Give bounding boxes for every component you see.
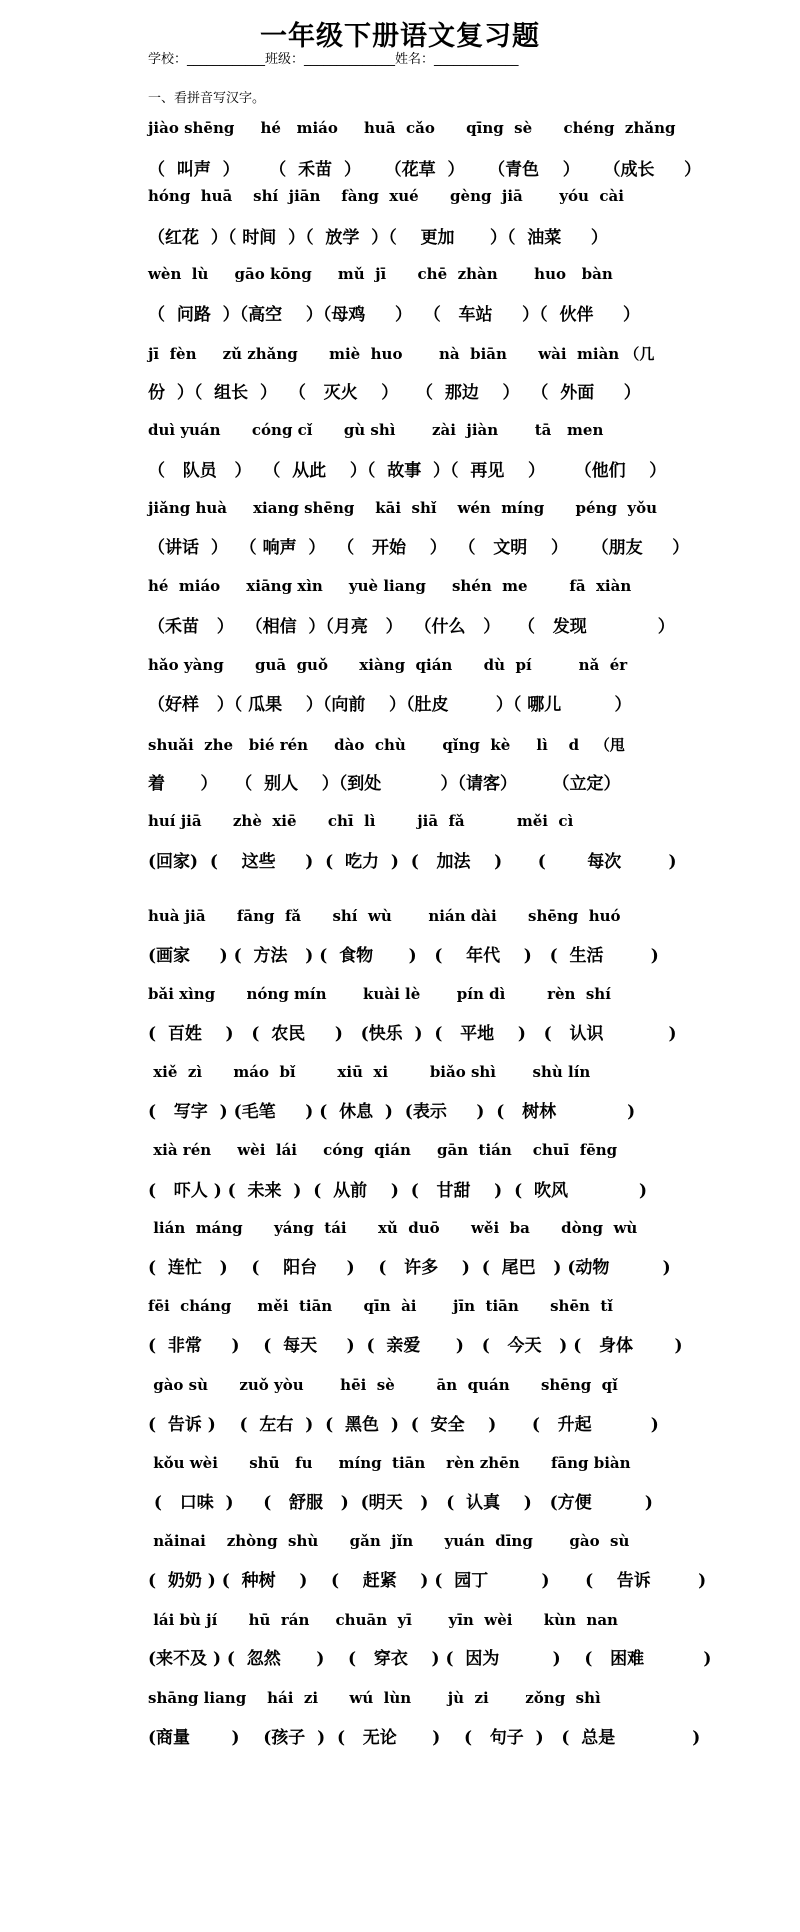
pinyin-line: lái bù jí hū rán chuān yī yīn wèi kùn nan	[148, 1611, 618, 1629]
pinyin-line: huí jiā zhè xiē chī lì jiā fǎ měi cì	[148, 812, 574, 830]
answer-line: （讲话 ） （ 响声 ） （ 开始 ） （ 文明 ） （朋友 ）	[148, 538, 690, 558]
answer-line: （ 叫声 ） （ 禾苗 ） （花草 ） （青色 ） （成长 ）	[148, 160, 702, 180]
pinyin-line: gào sù zuǒ yòu hēi sè ān quán shēng qǐ	[148, 1376, 618, 1394]
pinyin-line: lián máng yáng tái xǔ duō wěi ba dòng wù	[148, 1219, 638, 1237]
pinyin-line: xià rén wèi lái cóng qián gān tián chuī fēng	[148, 1141, 618, 1159]
answer-line: （好样 ）（ 瓜果 ）（向前 ）（肚皮 ）（ 哪儿 ）	[148, 695, 632, 715]
answer-line: ( 吓人 ) ( 未来 ) ( 从前 ) ( 甘甜 ) ( 吹风 )	[148, 1181, 648, 1201]
answer-line: (商量 ) (孩子 ) ( 无论 ) ( 句子 ) ( 总是 )	[148, 1728, 701, 1748]
student-info-line: 学校：____________班级：______________姓名：_____________	[148, 52, 519, 67]
pinyin-line: huà jiā fāng fǎ shí wù nián dài shēng huó	[148, 907, 621, 925]
answer-line: 着 ） （ 别人 ）（到处 ）（请客） （立定）	[148, 774, 621, 794]
pinyin-line: jiǎng huà xiang shēng kāi shǐ wén míng péng yǒu	[148, 499, 658, 517]
answer-line: （ 队员 ） （ 从此 ）（ 故事 ）（ 再见 ） （他们 ）	[148, 461, 667, 481]
answer-line: (画家 ) ( 方法 ) ( 食物 ) ( 年代 ) ( 生活 )	[148, 946, 659, 966]
answer-line: ( 非常 ) ( 每天 ) ( 亲爱 ) ( 今天 ) ( 身体 )	[148, 1336, 683, 1356]
pinyin-line: shāng liang hái zi wú lùn jù zi zǒng shì	[148, 1689, 601, 1707]
pinyin-line: fēi cháng měi tiān qīn ài jīn tiān shēn tǐ	[148, 1297, 613, 1315]
answer-line: 份 ）（ 组长 ） （ 灭火 ） （ 那边 ） （ 外面 ）	[148, 383, 641, 403]
answer-line: ( 口味 ) ( 舒服 ) (明天 ) ( 认真 ) (方便 )	[148, 1493, 653, 1513]
pinyin-line: hǎo yàng guā guǒ xiàng qián dù pí nǎ ér	[148, 656, 628, 674]
pinyin-line: jiào shēng hé miáo huā cǎo qīng sè chéng zhǎng	[148, 119, 676, 137]
answer-line: (回家) ( 这些 ) ( 吃力 ) ( 加法 ) ( 每次 )	[148, 852, 677, 872]
pinyin-line: xiě zì máo bǐ xiū xi biǎo shì shù lín	[148, 1063, 591, 1081]
pinyin-line: jī fèn zǔ zhǎng miè huo nà biān wài miàn （几	[148, 345, 655, 363]
pinyin-line: wèn lù gāo kōng mǔ jī chē zhàn huo bàn	[148, 265, 613, 283]
pinyin-line: duì yuán cóng cǐ gù shì zài jiàn tā men	[148, 421, 604, 439]
answer-line: （禾苗 ） （相信 ）（月亮 ） （什么 ） （ 发现 ）	[148, 617, 675, 637]
answer-line: (来不及 ) ( 忽然 ) ( 穿衣 ) ( 因为 ) ( 困难 )	[148, 1649, 712, 1669]
pinyin-line: hóng huā shí jiān fàng xué gèng jiā yóu cài	[148, 187, 624, 205]
pinyin-line: kǒu wèi shū fu míng tiān rèn zhēn fāng biàn	[148, 1454, 631, 1472]
answer-line: （红花 ）（ 时间 ）（ 放学 ）（ 更加 ）（ 油菜 ）	[148, 228, 608, 248]
worksheet-title: 一年级下册语文复习题	[260, 21, 540, 52]
answer-line: ( 连忙 ) ( 阳台 ) ( 许多 ) ( 尾巴 ) (动物 )	[148, 1258, 671, 1278]
pinyin-line: shuǎi zhe bié rén dào chù qǐng kè lì d （甩	[148, 736, 625, 754]
answer-line: ( 告诉 ) ( 左右 ) ( 黑色 ) ( 安全 ) ( 升起 )	[148, 1415, 659, 1435]
pinyin-line: bǎi xìng nóng mín kuài lè pín dì rèn shí	[148, 985, 611, 1003]
section-heading: 一、看拼音写汉字。	[148, 91, 266, 106]
answer-line: ( 写字 ) (毛笔 ) ( 休息 ) (表示 ) ( 树林 )	[148, 1102, 636, 1122]
pinyin-line: hé miáo xiāng xìn yuè liang shén me fā xiàn	[148, 577, 632, 595]
answer-line: ( 奶奶 ) ( 种树 ) ( 赶紧 ) ( 园丁 ) ( 告诉 )	[148, 1571, 707, 1591]
answer-line: （ 问路 ）（高空 ）（母鸡 ） （ 车站 ）（ 伙伴 ）	[148, 305, 641, 325]
answer-line: ( 百姓 ) ( 农民 ) (快乐 ) ( 平地 ) ( 认识 )	[148, 1024, 677, 1044]
pinyin-line: nǎinai zhòng shù gǎn jǐn yuán dīng gào sù	[148, 1532, 630, 1550]
